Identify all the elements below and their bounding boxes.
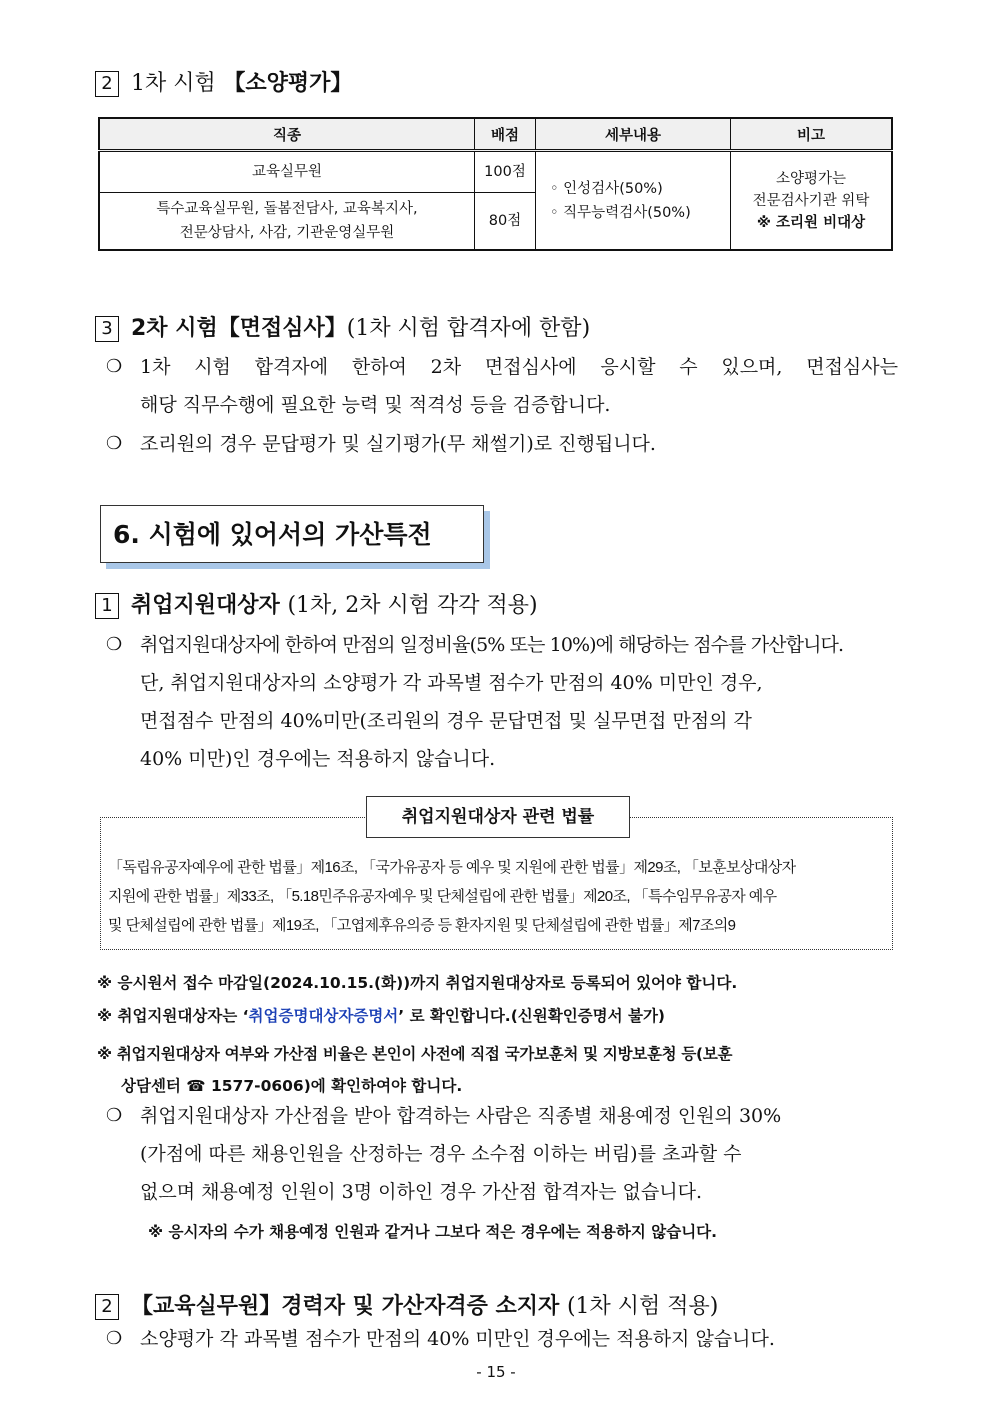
col-header-details: 세부내용 [536, 118, 731, 151]
note-check-eligibility: ※ 취업지원대상자 여부와 가산점 비율은 본인이 사전에 직접 국가보훈처 및 지방보훈청 등(보훈 상담센터 ☎ 1577-0606)에 확인하여야 합니다. [97, 1045, 733, 1095]
table-row [99, 151, 892, 193]
page-number: - 15 - [476, 1363, 516, 1381]
cell-job: 특수교육실무원, 돌봄전담사, 교육복지사, 전문상담사, 사감, 기관운영실무원 [99, 193, 475, 251]
list-item: ❍ 취업지원대상자에 한하여 만점의 일정비율(5% 또는 10%)에 해당하는 점수를 가산합니다. 단, 취업지원대상자의 소양평가 각 과목별 점수가 만점의 40% 미만인 경우, 면접점수 만점의 40%미만(조리원의 경우 문답면접 및 실무면접 만점의 각 40% 미만)인 경우에는 적용하지 않습니다. [106, 626, 906, 778]
list-item: ❍ 소양평가 각 과목별 점수가 만점의 40% 미만인 경우에는 적용하지 않습니다. [106, 1320, 775, 1358]
law-text: 「독립유공자예우에 관한 법률」제16조, 「국가유공자 등 예우 및 지원에 관한 법률」제29조, 「보훈보상대상자 지원에 관한 법률」제33조, 「5.18민주유공자예우 및 단체설립에 관한 법률」제20조, 「특수임무유공자 예우 및 단체설립에 관한 법률」제19조, 「고엽제후유의증 등 환자지원 및 단체설립에 관한 법률」제7조의9 [108, 859, 796, 934]
cell-note: 소양평가는 전문검사기관 위탁 ※ 조리원 비대상 [731, 151, 893, 251]
subsection-2-heading: 2 【교육실무원】경력자 및 가산자격증 소지자 (1차 시험 적용) [95, 1289, 718, 1320]
law-box-title: 취업지원대상자 관련 법률 [366, 796, 630, 838]
circle-bullet-icon: ❍ [106, 433, 123, 454]
circle-bullet-icon: ❍ [106, 634, 123, 655]
section-number-box: 2 [95, 71, 119, 97]
cell-score: 100점 [475, 151, 536, 193]
subsection-1-heading: 1 취업지원대상자 (1차, 2차 시험 각각 적용) [95, 588, 538, 619]
cell-score: 80점 [475, 193, 536, 251]
col-header-job: 직종 [99, 118, 475, 151]
cell-job: 교육실무원 [99, 151, 475, 193]
list-item: ❍ 조리원의 경우 문답평가 및 실기평가(무 채썰기)로 진행됩니다. [106, 425, 656, 463]
circle-bullet-icon: ❍ [106, 1105, 123, 1126]
circle-bullet-icon: ❍ [106, 356, 123, 377]
chapter-6-heading: 6. 시험에 있어서의 가산특전 [100, 505, 484, 563]
list-item: ❍ 1차 시험 합격자에 한하여 2차 면접심사에 응시할 수 있으며, 면접심사는 해당 직무수행에 필요한 능력 및 적격성 등을 검증합니다. [106, 348, 906, 424]
col-header-note: 비고 [731, 118, 893, 151]
circle-bullet-icon: ❍ [106, 1328, 123, 1349]
note-deadline: ※ 응시원서 접수 마감일(2024.10.15.(화))까지 취업지원대상자로 등록되어 있어야 합니다. [97, 974, 738, 992]
col-header-score: 배점 [475, 118, 536, 151]
section-2-heading: 2 1차 시험 【소양평가】 [95, 66, 352, 97]
note-applicant-count: ※ 응시자의 수가 채용예정 인원과 같거나 그보다 적은 경우에는 적용하지 않습니다. [148, 1223, 718, 1241]
list-item: ❍ 취업지원대상자 가산점을 받아 합격하는 사람은 직종별 채용예정 인원의 30% (가점에 따른 채용인원을 산정하는 경우 소수점 이하는 버림)를 초과할 수 없으며 채용예정 인원이 3명 이하인 경우 가산점 합격자는 없습니다. [106, 1097, 906, 1211]
exam-score-table [98, 117, 893, 251]
note-certificate: ※ 취업지원대상자는 ‘취업증명대상자증명서’ 로 확인합니다.(신원확인증명서 불가) [97, 1007, 666, 1025]
cell-details: ◦ 인성검사(50%) ◦ 직무능력검사(50%) [536, 151, 731, 251]
section-3-heading: 3 2차 시험【면접심사】(1차 시험 합격자에 한함) [95, 311, 590, 342]
